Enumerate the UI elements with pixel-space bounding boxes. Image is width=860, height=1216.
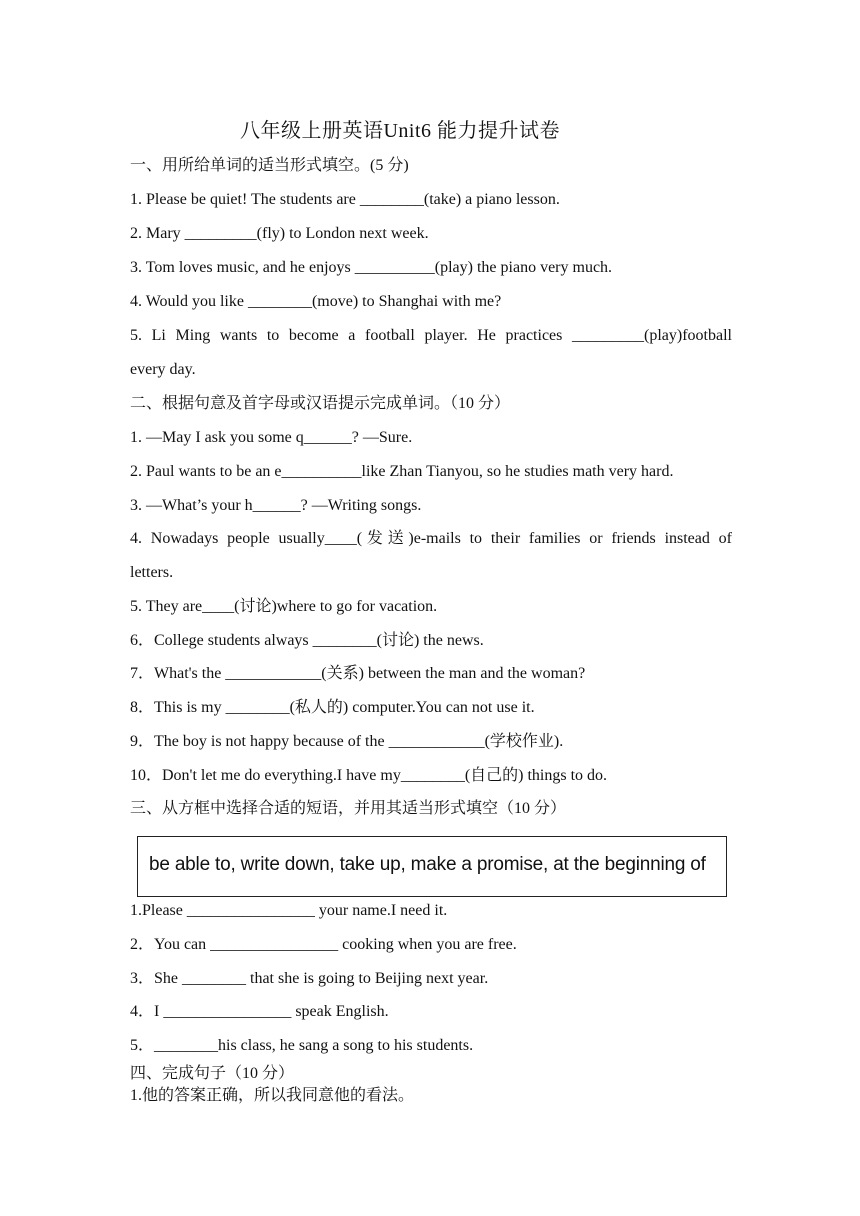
section2-item-2: 2. Paul wants to be an e__________like Zhan Tianyou, so he studies math very hard. — [130, 463, 674, 480]
section1-item-1: 1. Please be quiet! The students are ________(take) a piano lesson. — [130, 191, 560, 208]
section2-item-8: 8．This is my ________(私人的) computer.You can not use it. — [130, 699, 535, 716]
section3-item-3: 3．She ________ that she is going to Beijing next year. — [130, 970, 489, 987]
section3-item-5: 5．________his class, he sang a song to his students. — [130, 1037, 474, 1054]
section2-item-6: 6．College students always ________(讨论) the news. — [130, 632, 484, 649]
phrase-box — [137, 836, 727, 897]
section4-heading: 四、完成句子（10 分） — [130, 1065, 295, 1082]
section2-item-3: 3. —What’s your h______? —Writing songs. — [130, 497, 422, 514]
section3-item-4: 4．I ________________ speak English. — [130, 1003, 389, 1020]
section2-item-4: 4. Nowadays people usually____(发送)e-mails to their families or friends instead of — [130, 530, 732, 547]
section1-item-5: 5. Li Ming wants to become a football player. He practices _________(play)football — [130, 327, 732, 344]
section2-item-5: 5. They are____(讨论)where to go for vacation. — [130, 598, 438, 615]
section1-item-3: 3. Tom loves music, and he enjoys __________(play) the piano very much. — [130, 259, 613, 276]
phrase-box-text: be able to, write down, take up, make a promise, at the beginning of — [149, 854, 706, 875]
section2-heading: 二、根据句意及首字母或汉语提示完成单词。（10 分） — [130, 395, 511, 412]
section2-item-7: 7．What's the ____________(关系) between the man and the woman? — [130, 665, 586, 682]
section1-item-4: 4. Would you like ________(move) to Shanghai with me? — [130, 293, 502, 310]
section1-item-2: 2. Mary _________(fly) to London next week. — [130, 225, 429, 242]
section1-heading: 一、用所给单词的适当形式填空。(5 分) — [130, 157, 409, 174]
section2-item-4-cont: letters. — [130, 564, 174, 581]
section2-item-10: 10．Don't let me do everything.I have my________(自己的) things to do. — [130, 767, 608, 784]
section2-item-1: 1. —May I ask you some q______? —Sure. — [130, 429, 413, 446]
section3-item-1: 1.Please ________________ your name.I need it. — [130, 902, 448, 919]
section3-item-2: 2．You can ________________ cooking when you are free. — [130, 936, 517, 953]
section4-item-1: 1.他的答案正确，所以我同意他的看法。 — [130, 1087, 415, 1104]
section1-item-5-cont: every day. — [130, 361, 196, 378]
section3-heading: 三、从方框中选择合适的短语，并用其适当形式填空（10 分） — [130, 800, 567, 817]
section2-item-9: 9．The boy is not happy because of the ____________(学校作业). — [130, 733, 564, 750]
page-title: 八年级上册英语Unit6 能力提升试卷 — [239, 120, 561, 142]
